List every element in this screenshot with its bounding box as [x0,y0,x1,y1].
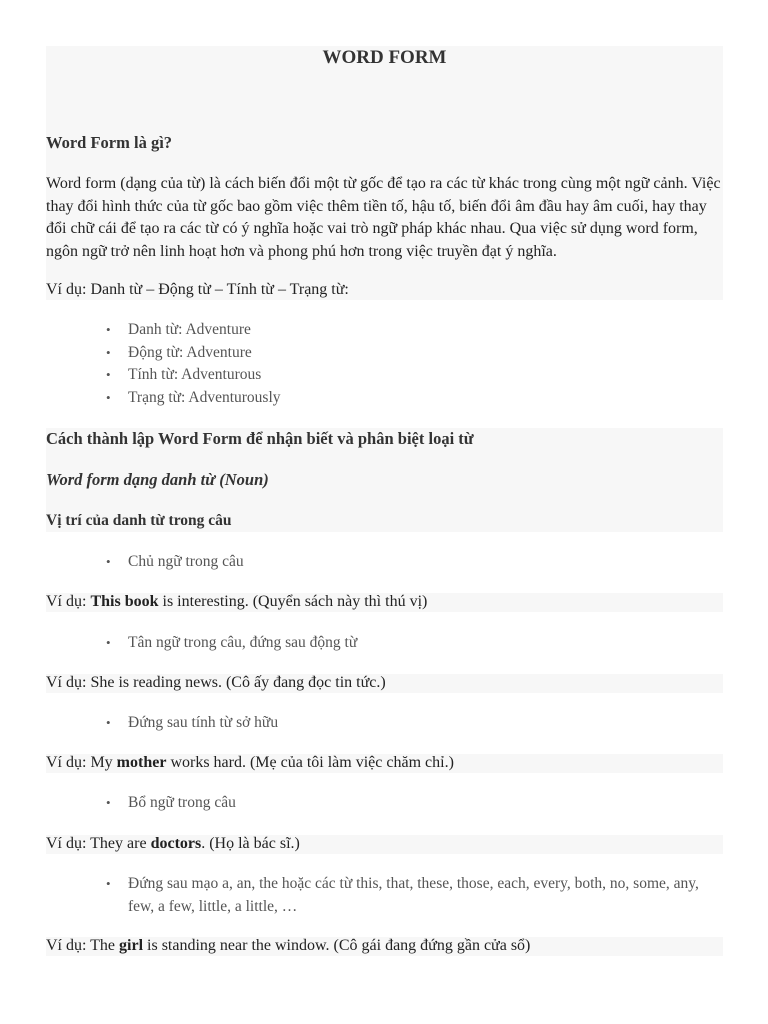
subheading-noun: Word form dạng danh từ (Noun) [46,470,269,489]
section-heading-formation: Cách thành lập Word Form để nhận biết và phân biệt loại từ [46,429,474,448]
example-sentence: Ví dụ: My mother works hard. (Mẹ của tôi làm việc chăm chỉ.) [46,754,454,771]
intro-paragraph: Word form (dạng của từ) là cách biến đổi một từ gốc để tạo ra các từ khác trong cùng một ngữ cảnh. Việc thay đổi hình thức của từ gốc bao gồm việc thêm tiền tố, hậu tố, biến đổi âm đầu hay âm cuối, hay thay đổi chữ cái để tạo ra các từ có ý nghĩa hoặc vai trò ngữ pháp khác nhau. Qua việc sử dụng word form, ngôn ngữ trở nên linh hoạt hơn và phong phú hơn trong việc truyền đạt ý nghĩa. [46,175,721,260]
section-heading-what-is: Word Form là gì? [46,133,173,152]
example-sentence: Ví dụ: She is reading news. (Cô ấy đang đọc tin tức.) [46,674,386,691]
noun-position-heading: Vị trí của danh từ trong câu [46,512,232,529]
list-item: • Bổ ngữ trong câu [128,792,718,815]
example-sentence: Ví dụ: This book is interesting. (Quyển sách này thì thú vị) [46,593,428,610]
example-sentence: Ví dụ: They are doctors. (Họ là bác sĩ.) [46,835,300,852]
page-title: WORD FORM [322,47,447,68]
list-item: • Chủ ngữ trong câu [128,551,718,574]
noun-position-list [128,792,718,815]
list-item: • Đứng sau mạo a, an, the hoặc các từ this, that, these, those, each, every, both, no, some, any, few, a few, little, a little, … [128,873,718,918]
example-intro: Ví dụ: Danh từ – Động từ – Tính từ – Trạng từ: [46,281,349,298]
list-item: • Đứng sau tính từ sở hữu [128,712,718,735]
noun-position-list [128,551,718,574]
list-item: • Danh từ: Adventure [128,319,718,342]
noun-position-list [128,873,718,918]
noun-position-list [128,632,718,655]
list-item: • Động từ: Adventure [128,342,718,365]
list-item: • Tân ngữ trong câu, đứng sau động từ [128,632,718,655]
example-sentence: Ví dụ: The girl is standing near the window. (Cô gái đang đứng gần cửa sổ) [46,937,531,954]
list-item: • Trạng từ: Adventurously [128,387,718,410]
noun-position-list [128,712,718,735]
word-form-example-list [128,319,718,409]
list-item: • Tính từ: Adventurous [128,364,718,387]
